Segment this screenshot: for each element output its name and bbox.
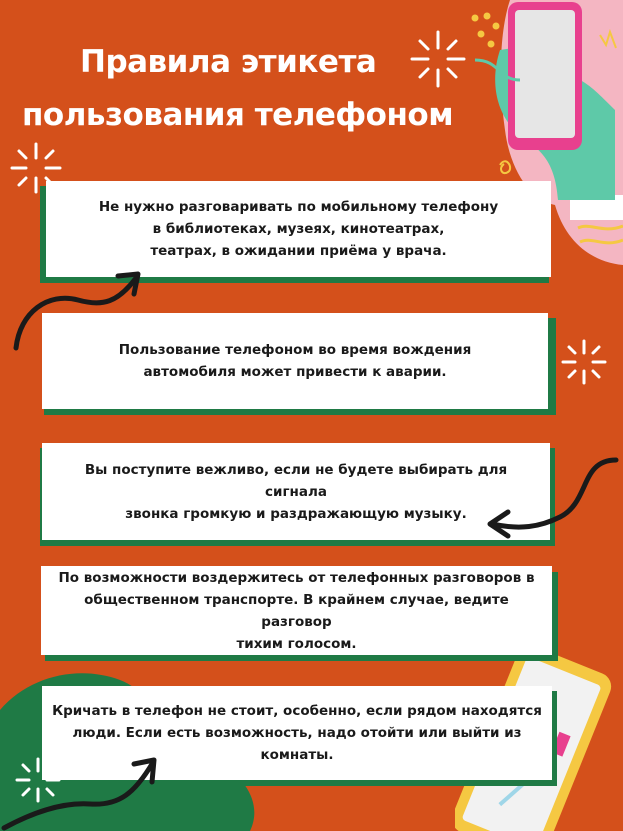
curved-arrow-icon: [480, 452, 620, 542]
dots-decoration: [465, 10, 505, 50]
curved-arrow-icon: [8, 262, 148, 354]
page-title-line-1: Правила этикета: [80, 44, 377, 80]
sparkle-icon: [14, 756, 62, 804]
sparkle-icon: [560, 338, 608, 386]
rule-card-4: [41, 566, 552, 655]
rule-card-3: [42, 443, 550, 540]
rule-text: Вы поступите вежливо, если не будете выбирать для сигнала звонка громкую и раздражающую музыку.: [84, 461, 508, 522]
sparkle-icon: [408, 28, 468, 90]
rule-text: Пользование телефоном во время вождения автомобиля может привести к аварии.: [118, 342, 472, 380]
rule-text: По возможности воздержитесь от телефонных разговоров в общественном транспорте. В крайнем случае, ведите разговор тихим голосом.: [58, 569, 535, 652]
page-title-line-2: пользования телефоном: [22, 97, 454, 133]
rule-text: Не нужно разговаривать по мобильному телефону в библиотеках, музеях, кинотеатрах, театрах, в ожидании приёма у врача.: [98, 199, 499, 259]
rule-text: Кричать в телефон не стоит, особенно, если рядом находятся люди. Если есть возможность, надо отойти или выйти из комнаты.: [52, 703, 542, 763]
